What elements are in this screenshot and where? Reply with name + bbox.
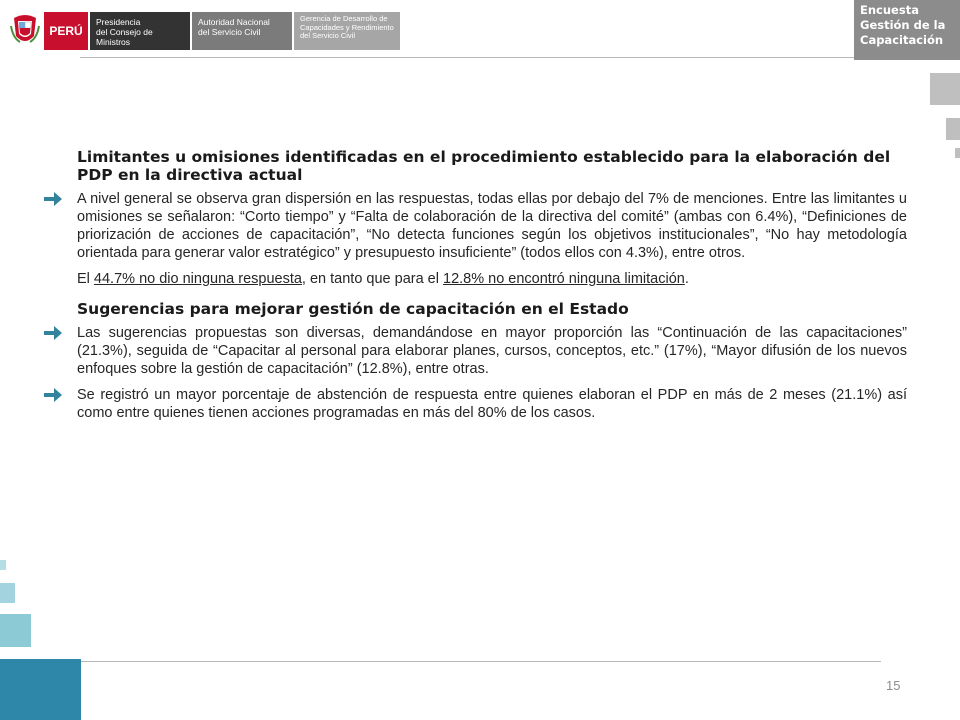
note-middle: , en tanto que para el — [301, 271, 443, 287]
gdcr-line1: Gerencia de Desarrollo de — [300, 14, 388, 23]
gdcr-logo — [294, 12, 400, 50]
decor-square-blue-medium — [0, 614, 31, 647]
section1-bullet — [77, 190, 907, 262]
note-no-limitation: 12.8% no encontró ninguna limitación — [443, 271, 685, 287]
survey-title-line1: Encuesta — [860, 3, 919, 17]
section1-heading: Limitantes u omisiones identificadas en el procedimiento establecido para la elaboración del PDP en la directiva actual — [77, 148, 891, 184]
servir-line1: Autoridad Nacional — [198, 17, 270, 27]
footer-divider — [81, 661, 881, 662]
section2-bullet1-text: Las sugerencias propuestas son diversas, demandándose en mayor proporción las “Continuación de las capacitaciones” (21.3%), seguida de “Capacitar al personal para elaborar planes, cursos, conceptos, etc.” (17%), “Mayor difusión de los nuevos enfoques sobre la gestión de capacitación” (12.8%), entre otras. — [77, 325, 907, 377]
section1-bullet-text: A nivel general se observa gran dispersión en las respuestas, todas ellas por debajo del 7% de menciones. Entre las limitantes u omisiones se señalaron: “Corto tiempo” y “Falta de colaboración de la directiva del comité” (ambas con 6.4%), “Definiciones de priorización de acciones de capacitación”, “No detecta funciones según los objetivos institucionales”, “No hay metodología orientada para generar valor estratégico” y presupuesto insuficiente” (todos ellos con 4.3%), entre otros. — [77, 191, 907, 261]
servir-logo — [192, 12, 292, 50]
decor-square-blue-small — [0, 583, 15, 603]
gdcr-line3: del Servicio Civil — [300, 31, 356, 40]
decor-square-blue-xs — [0, 560, 6, 570]
survey-title-line2: Gestión de la — [860, 18, 946, 32]
decor-square-gray-small — [955, 148, 960, 158]
section1-note — [77, 270, 907, 288]
survey-title-line3: Capacitación — [860, 33, 944, 47]
pcm-line1: Presidencia — [96, 17, 141, 27]
note-no-answer: 44.7% no dio ninguna respuesta — [93, 271, 302, 287]
note-suffix: . — [684, 271, 689, 287]
gdcr-line2: Capacidades y Rendimiento — [300, 22, 394, 32]
servir-line2: del Servicio Civil — [198, 27, 261, 37]
institution-logos — [10, 12, 400, 50]
right-arrow-icon — [43, 324, 63, 342]
pcm-line2: del Consejo de Ministros — [96, 27, 153, 47]
pcm-logo — [90, 12, 190, 50]
decor-square-blue-large — [0, 659, 81, 720]
peru-shield-icon — [10, 12, 40, 48]
decor-square-gray-medium — [946, 118, 960, 140]
note-prefix: El — [77, 271, 94, 287]
right-arrow-icon — [43, 190, 63, 208]
peru-logo-text: PERÚ — [44, 12, 88, 50]
section2-bullet1 — [77, 324, 907, 378]
header-divider — [80, 57, 854, 58]
section2-bullet2-text: Se registró un mayor porcentaje de abstención de respuesta entre quienes elaboran el PDP en más de 2 meses (21.1%) así como entre quienes tienen acciones programadas en más del 80% de los casos. — [77, 387, 907, 421]
page-number: 15 — [886, 678, 901, 693]
section2-heading: Sugerencias para mejorar gestión de capacitación en el Estado — [77, 300, 629, 318]
right-arrow-icon — [43, 386, 63, 404]
section2-bullet2 — [77, 386, 907, 422]
survey-title-box — [854, 0, 960, 60]
decor-square-gray-large — [930, 73, 960, 105]
slide-content — [77, 148, 907, 430]
